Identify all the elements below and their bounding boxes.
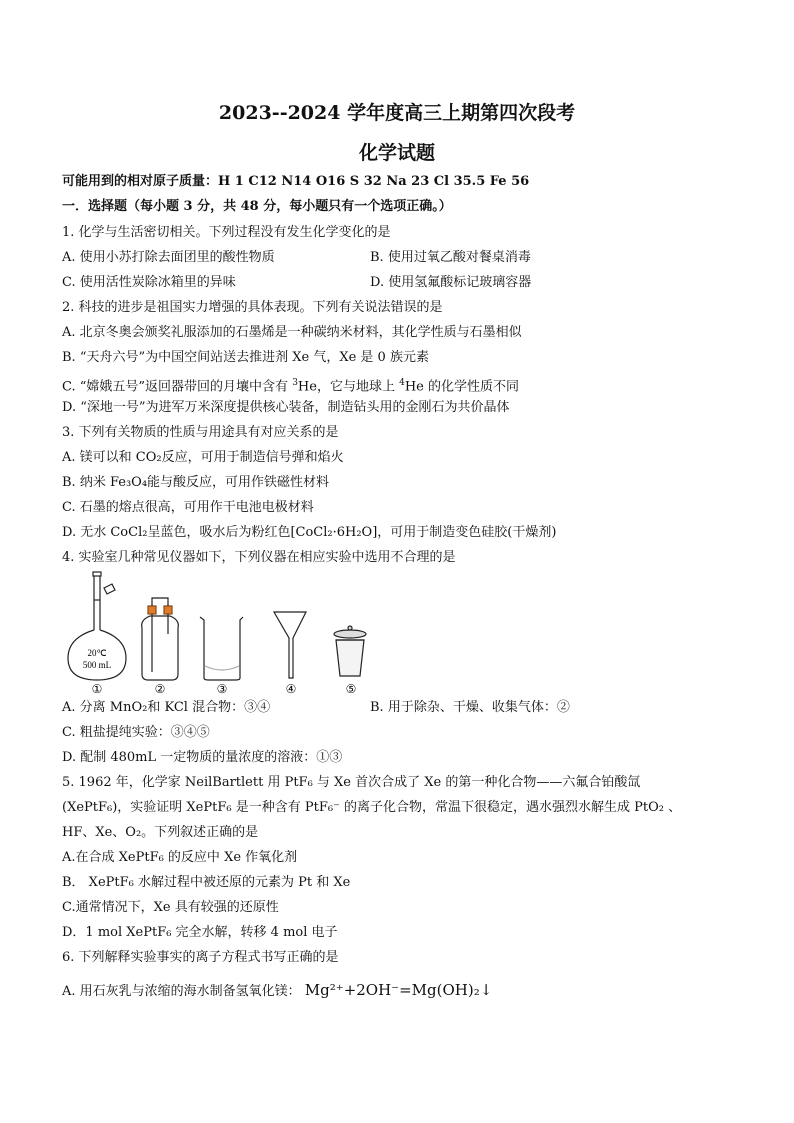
q5-option-b: B． XePtF₆ 水解过程中被还原的元素为 Pt 和 Xe <box>62 875 351 890</box>
q1-option-b: B. 使用过氧乙酸对餐桌消毒 <box>370 250 531 265</box>
q1-option-c: C. 使用活性炭除冰箱里的异味 <box>62 275 236 290</box>
q4-option-c: C. 粗盐提纯实验：③④⑤ <box>62 725 210 740</box>
q2-c-isotope-4: 4 <box>399 378 405 388</box>
q2-stem: 2. 科技的进步是祖国实力增强的具体表现。下列有关说法错误的是 <box>62 300 443 315</box>
q5-option-a: A.在合成 XePtF₆ 的反应中 Xe 作氧化剂 <box>62 850 298 865</box>
section-one-heading: 一．选择题（每小题 3 分，共 48 分，每小题只有一个选项正确。） <box>62 199 452 214</box>
label-3: ③ <box>216 682 228 695</box>
q1-stem: 1. 化学与生活密切相关。下列过程没有发生化学变化的是 <box>62 225 391 240</box>
atomic-masses: 可能用到的相对原子质量：H 1 C12 N14 O16 S 32 Na 23 Cl 35.5 Fe 56 <box>62 174 530 189</box>
subject-title: 化学试题 <box>358 142 435 164</box>
beaker-icon <box>200 617 243 680</box>
q2-option-b: B. “天舟六号”为中国空间站送去推进剂 Xe 气，Xe 是 0 族元素 <box>62 350 429 365</box>
q3-stem: 3. 下列有关物质的性质与用途具有对应关系的是 <box>62 425 339 440</box>
q4-stem: 4. 实验室几种常见仪器如下，下列仪器在相应实验中选用不合理的是 <box>62 550 456 565</box>
q3-option-a: A. 镁可以和 CO₂反应，可用于制造信号弹和焰火 <box>62 450 344 465</box>
crucible-icon <box>334 626 366 676</box>
q3-option-d: D. 无水 CoCl₂呈蓝色，吸水后为粉红色[CoCl₂·6H₂O]，可用于制造变色硅胶(干燥剂) <box>62 525 557 540</box>
flask-volume-label: 500 mL <box>82 660 112 670</box>
q6-a-text: A. 用石灰乳与浓缩的海水制备氢氧化镁： <box>62 984 301 999</box>
q5-option-d: D．1 mol XePtF₆ 完全水解，转移 4 mol 电子 <box>62 925 338 940</box>
q4-option-b: B. 用于除杂、干燥、收集气体：② <box>370 700 570 715</box>
q4-option-a: A. 分离 MnO₂和 KCl 混合物：③④ <box>62 700 271 715</box>
label-4: ④ <box>285 682 297 695</box>
q4-option-d: D. 配制 480mL 一定物质的量浓度的溶液：①③ <box>62 750 343 765</box>
q1-option-d: D. 使用氢氟酸标记玻璃容器 <box>370 275 532 290</box>
q6-a-equation: Mg²⁺+2OH⁻=Mg(OH)₂↓ <box>304 981 493 999</box>
funnel-icon <box>274 612 306 678</box>
label-1: ① <box>91 682 103 695</box>
q1-option-a: A. 使用小苏打除去面团里的酸性物质 <box>62 250 275 265</box>
q2-c-post: He 的化学性质不同 <box>404 379 519 395</box>
flask-temp-label: 20℃ <box>87 648 107 658</box>
q2-c-isotope-3: 3 <box>292 378 298 388</box>
label-2: ② <box>154 682 166 695</box>
q5-stem-line2: (XePtF₆)，实验证明 XePtF₆ 是一种含有 PtF₆⁻ 的离子化合物，常温下很稳定，遇水强烈水解生成 PtO₂ 、 <box>62 800 682 815</box>
q2-option-d: D. “深地一号”为进军万米深度提供核心装备，制造钻头用的金刚石为共价晶体 <box>62 400 510 415</box>
gas-washing-bottle-icon <box>142 598 179 680</box>
q2-c-mid: He，它与地球上 <box>297 379 400 395</box>
lab-apparatus-figure <box>62 570 382 695</box>
q6-option-a <box>62 982 492 1000</box>
exam-title: 2023--2024 学年度高三上期第四次段考 <box>218 102 576 124</box>
q3-option-b: B. 纳米 Fe₃O₄能与酸反应，可用作铁磁性材料 <box>62 475 330 490</box>
q3-option-c: C. 石墨的熔点很高，可用作干电池电极材料 <box>62 500 314 515</box>
q6-stem: 6. 下列解释实验事实的离子方程式书写正确的是 <box>62 950 339 965</box>
label-5: ⑤ <box>345 682 357 695</box>
q2-option-c <box>62 375 519 395</box>
q5-stem-line1: 5. 1962 年，化学家 NeilBartlett 用 PtF₆ 与 Xe 首次合成了 Xe 的第一种化合物——六氟合铂酸氙 <box>62 775 641 790</box>
q5-stem-line3: HF、Xe、O₂。下列叙述正确的是 <box>62 825 259 840</box>
q2-c-pre: C. “嫦娥五号”返回器带回的月壤中含有 <box>62 379 293 395</box>
q2-option-a: A. 北京冬奥会颁奖礼服添加的石墨烯是一种碳纳米材料，其化学性质与石墨相似 <box>62 325 522 340</box>
q5-option-c: C.通常情况下，Xe 具有较强的还原性 <box>62 900 279 915</box>
